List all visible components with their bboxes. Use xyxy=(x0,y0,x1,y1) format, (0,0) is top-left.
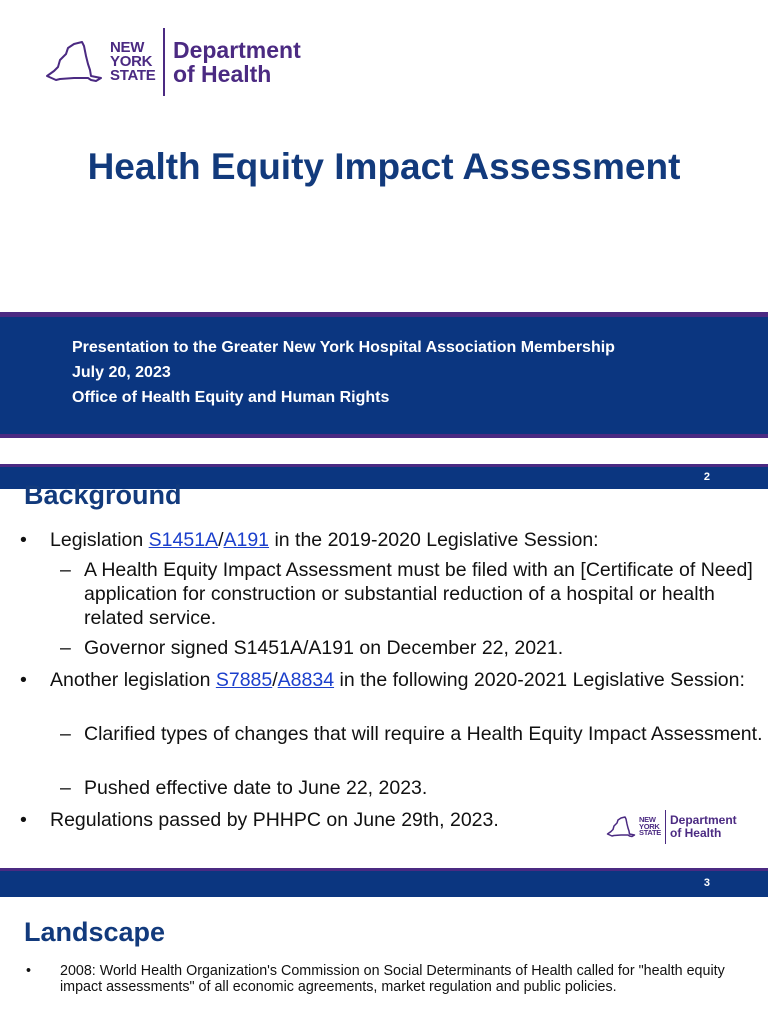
page-number: 2 xyxy=(703,471,710,483)
presentation-audience: Presentation to the Greater New York Hospital Association Membership xyxy=(72,339,615,356)
logo-state-text xyxy=(639,814,661,838)
logo-dept-line: of Health xyxy=(669,826,722,840)
landscape-slide xyxy=(0,897,768,1024)
title-slide xyxy=(0,0,768,464)
presentation-date: July 20, 2023 xyxy=(72,364,171,381)
logo-state-line: YORK xyxy=(110,53,153,71)
logo-dept-text xyxy=(670,814,737,839)
new-york-state-map-icon xyxy=(606,816,637,838)
bullet-item xyxy=(50,668,750,692)
link-s7885[interactable]: S7885 xyxy=(215,669,273,691)
bullet-text: Legislation xyxy=(50,529,149,551)
slide-title: Landscape xyxy=(24,917,166,947)
bullet-text: / xyxy=(272,669,278,691)
new-york-state-map-icon xyxy=(44,40,106,84)
logo-dept-line: Department xyxy=(669,813,737,828)
logo-state-text xyxy=(110,41,155,82)
logo-divider xyxy=(665,810,666,844)
bullet-item: • 2008: World Health Organization's Commission on Social Determinants of Health called for "health equity impact assessments" of all economic agreements, market regulation and public policies. xyxy=(60,963,730,995)
logo-state-line: STATE xyxy=(639,828,661,838)
logo-dept-text xyxy=(173,38,301,86)
link-a8834[interactable]: A8834 xyxy=(277,669,335,691)
logo-divider xyxy=(163,28,165,96)
presentation-info-band xyxy=(0,312,768,438)
bullet-text: / xyxy=(218,529,224,551)
link-a191[interactable]: A191 xyxy=(223,529,270,551)
presentation-office: Office of Health Equity and Human Rights xyxy=(72,389,390,406)
logo-state-line: NEW xyxy=(110,39,145,57)
sub-bullet-item: – Clarified types of changes that will require a Health Equity Impact Assessment. xyxy=(84,722,764,746)
bullet-text: Another legislation xyxy=(50,669,216,691)
slide-header-bar xyxy=(0,868,768,897)
link-s1451a[interactable]: S1451A xyxy=(148,529,219,551)
logo-dept-line: Department xyxy=(172,36,301,63)
bullet-item: • Regulations passed by PHHPC on June 29th, 2023. xyxy=(50,808,750,832)
sub-bullet-item: – Pushed effective date to June 22, 2023. xyxy=(84,776,764,800)
logo-dept-line: of Health xyxy=(172,61,272,87)
logo-state-line: NEW xyxy=(639,814,656,824)
sub-bullet-item: – A Health Equity Impact Assessment must be filed with an [Certificate of Need] application for construction or substantial reduction of a hospital or health related service. xyxy=(84,558,764,630)
bullet-text: in the following 2020-2021 Legislative Session: xyxy=(334,669,745,691)
bullet-item xyxy=(50,528,750,552)
nys-doh-logo xyxy=(44,28,301,96)
nys-doh-logo-small xyxy=(606,810,737,844)
bullet-text: in the 2019-2020 Legislative Session: xyxy=(269,529,599,551)
logo-state-line: STATE xyxy=(110,66,156,84)
presentation-title: Health Equity Impact Assessment xyxy=(87,146,681,187)
logo-state-line: YORK xyxy=(639,821,660,831)
page-number: 3 xyxy=(703,877,710,889)
sub-bullet-item: – Governor signed S1451A/A191 on December 22, 2021. xyxy=(84,636,764,660)
slide-title: Background xyxy=(24,480,182,510)
